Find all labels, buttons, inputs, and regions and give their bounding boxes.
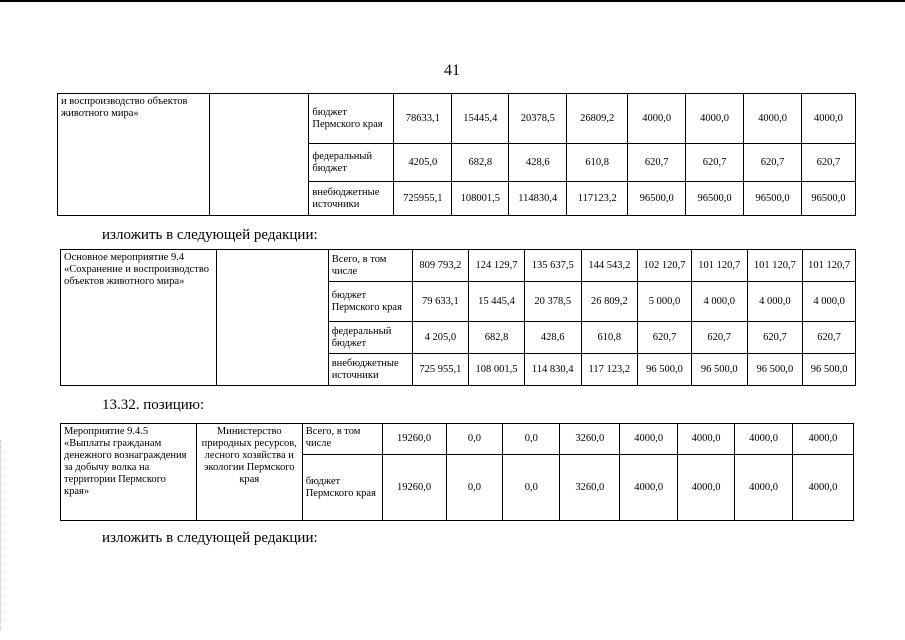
value-cell: 19260,0 [382,455,446,521]
value-cell: 682,8 [469,322,525,354]
source-label: Всего, в том числе [328,250,412,282]
value-cell: 4000,0 [620,424,678,455]
value-cell: 96 500,0 [638,354,692,386]
value-cell: 26 809,2 [581,282,638,322]
executor-cell [217,250,329,386]
value-cell: 4000,0 [678,424,735,455]
value-cell: 620,7 [744,144,802,182]
value-cell: 0,0 [446,424,503,455]
value-cell: 117 123,2 [581,354,638,386]
value-cell: 4000,0 [686,94,744,144]
value-cell: 4000,0 [735,455,793,521]
value-cell: 682,8 [452,144,509,182]
value-cell: 4000,0 [620,455,678,521]
value-cell: 620,7 [691,322,747,354]
value-cell: 610,8 [567,144,628,182]
value-cell: 620,7 [801,144,855,182]
value-cell: 4000,0 [678,455,735,521]
value-cell: 4 000,0 [691,282,747,322]
source-label: внебюджетные источники [328,354,412,386]
value-cell: 20378,5 [509,94,567,144]
value-cell: 124 129,7 [469,250,525,282]
executor-cell: Министерство природных ресурсов, лесного хозяйства и экологии Пермского края [196,424,302,521]
value-cell: 4000,0 [801,94,855,144]
value-cell: 4 000,0 [747,282,803,322]
page-number: 41 [444,62,460,79]
table-new-edition [60,249,856,386]
scan-edge [0,440,3,630]
value-cell: 135 637,5 [524,250,581,282]
value-cell: 96500,0 [744,182,802,216]
value-cell: 108 001,5 [469,354,525,386]
source-label: бюджет Пермского края [309,94,394,144]
value-cell: 4000,0 [792,424,853,455]
value-cell: 620,7 [803,322,856,354]
value-cell: 0,0 [503,424,560,455]
source-label: федеральный бюджет [328,322,412,354]
value-cell: 78633,1 [394,94,452,144]
source-label: бюджет Пермского края [328,282,412,322]
measure-name-cell: Мероприятие 9.4.5 «Выплаты гражданам денежного вознаграждения за добычу волка на территории Пермского края» [61,424,197,521]
source-label: Всего, в том числе [302,424,382,455]
value-cell: 620,7 [747,322,803,354]
value-cell: 20 378,5 [524,282,581,322]
value-cell: 26809,2 [567,94,628,144]
value-cell: 96500,0 [686,182,744,216]
value-cell: 4205,0 [394,144,452,182]
value-cell: 620,7 [628,144,686,182]
value-cell: 96 500,0 [747,354,803,386]
source-label: федеральный бюджет [309,144,394,182]
value-cell: 117123,2 [567,182,628,216]
value-cell: 620,7 [638,322,692,354]
value-cell: 114830,4 [509,182,567,216]
table-old-position [57,93,856,216]
value-cell: 101 120,7 [747,250,803,282]
value-cell: 428,6 [524,322,581,354]
value-cell: 96 500,0 [803,354,856,386]
value-cell: 4 000,0 [803,282,856,322]
value-cell: 620,7 [686,144,744,182]
value-cell: 725955,1 [394,182,452,216]
value-cell: 96 500,0 [691,354,747,386]
source-label: внебюджетные источники [309,182,394,216]
value-cell: 114 830,4 [524,354,581,386]
value-cell: 809 793,2 [412,250,469,282]
value-cell: 4000,0 [744,94,802,144]
value-cell: 0,0 [446,455,503,521]
section-heading: изложить в следующей редакции: [102,530,318,546]
value-cell: 610,8 [581,322,638,354]
executor-cell [209,94,309,216]
value-cell: 15445,4 [452,94,509,144]
value-cell: 96500,0 [628,182,686,216]
section-heading: изложить в следующей редакции: [102,227,318,243]
value-cell: 4000,0 [735,424,793,455]
value-cell: 79 633,1 [412,282,469,322]
value-cell: 15 445,4 [469,282,525,322]
value-cell: 101 120,7 [803,250,856,282]
value-cell: 725 955,1 [412,354,469,386]
value-cell: 19260,0 [382,424,446,455]
section-heading: 13.32. позицию: [102,397,205,413]
value-cell: 102 120,7 [638,250,692,282]
value-cell: 3260,0 [560,455,620,521]
value-cell: 96500,0 [801,182,855,216]
value-cell: 3260,0 [560,424,620,455]
measure-name-cell: и воспроизводство объектов животного мира» [58,94,210,216]
source-label: бюджет Пермского края [302,455,382,521]
top-rule [0,0,905,2]
value-cell: 4000,0 [628,94,686,144]
measure-name-cell: Основное мероприятие 9.4 «Сохранение и воспроизводство объектов животного мира» [61,250,217,386]
table-position-9-4-5 [60,423,854,521]
value-cell: 108001,5 [452,182,509,216]
value-cell: 428,6 [509,144,567,182]
value-cell: 101 120,7 [691,250,747,282]
value-cell: 5 000,0 [638,282,692,322]
value-cell: 4000,0 [792,455,853,521]
value-cell: 4 205,0 [412,322,469,354]
value-cell: 0,0 [503,455,560,521]
value-cell: 144 543,2 [581,250,638,282]
